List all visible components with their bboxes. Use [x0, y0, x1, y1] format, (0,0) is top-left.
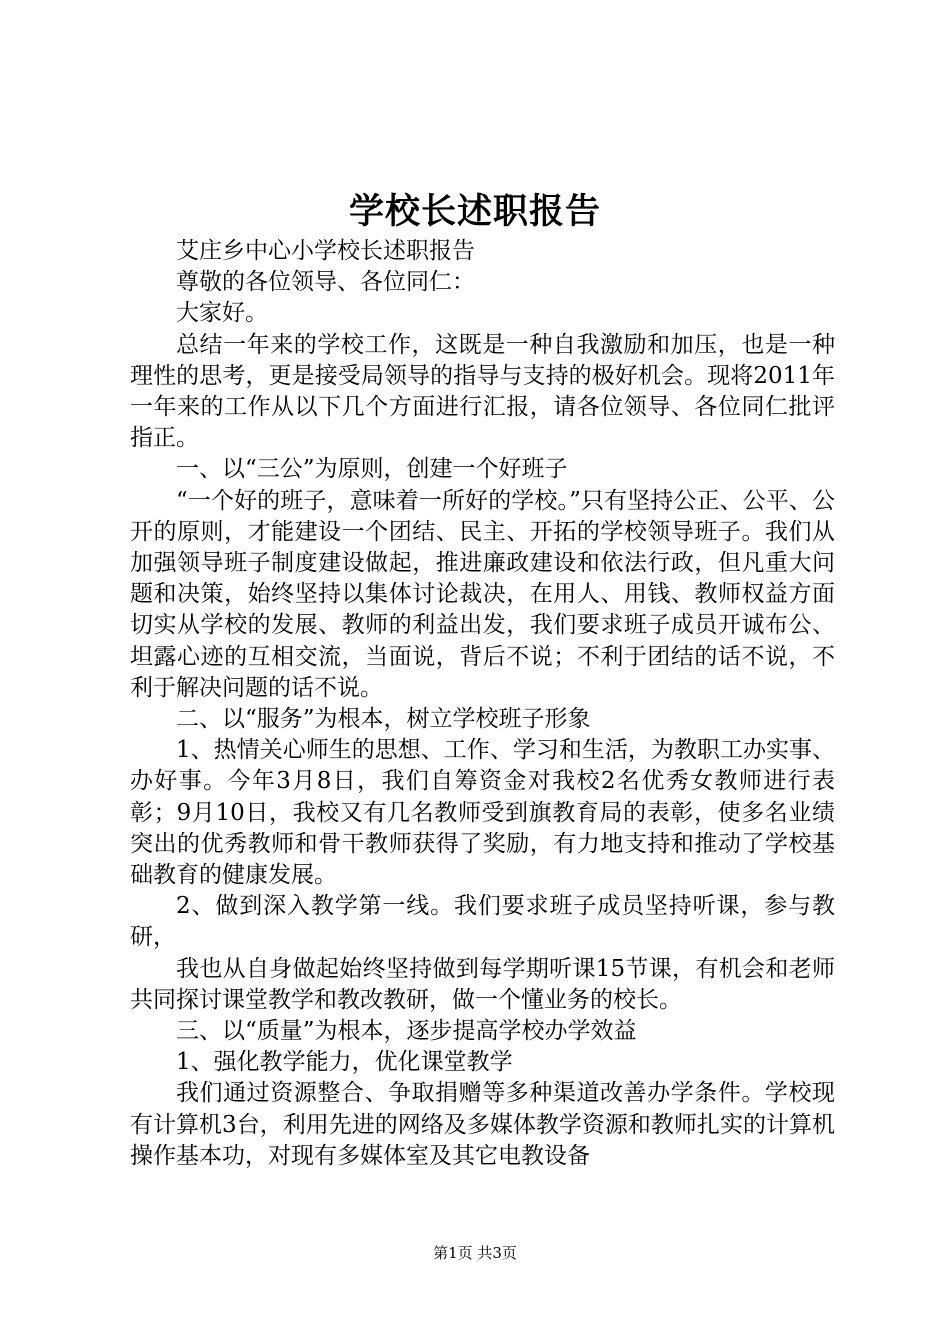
paragraph: 我们通过资源整合、争取捐赠等多种渠道改善办学条件。学校现有计算机3台，利用先进的网络及多媒体教学资源和教师扎实的计算机操作基本功，对现有多媒体室及其它电教设备: [130, 1080, 835, 1169]
paragraph: 2、做到深入教学第一线。我们要求班子成员坚持听课，参与教研，: [130, 893, 835, 951]
paragraph: 大家好。: [176, 300, 268, 327]
section-heading: 三、以“质量”为根本，逐步提高学校办学效益: [176, 1018, 637, 1045]
page-footer: 第1页 共3页: [433, 1244, 517, 1262]
paragraph: 艾庄乡中心小学校长述职报告: [176, 238, 475, 264]
document-body: [130, 236, 835, 1172]
sub-heading: 1、强化教学能力，优化课堂教学: [176, 1049, 513, 1076]
paragraph: “一个好的班子，意味着一所好的学校。”只有坚持公正、公平、公开的原则，才能建设一个团结、民主、开拓的学校领导班子。我们从加强领导班子制度建设做起，推进廉政建设和依法行政，但凡重大问题和决策，始终坚持以集体讨论裁决，在用人、用钱、教师权益方面切实从学校的发展、教师的利益出发，我们要求班子成员开诚布公、坦露心迹的互相交流，当面说，背后不说；不利于团结的话不说，不利于解决问题的话不说。: [130, 487, 835, 701]
paragraph: 1、热情关心师生的思想、工作、学习和生活，为教职工办实事、办好事。今年3月8日，我们自筹资金对我校2名优秀女教师进行表彰；9月10日，我校又有几名教师受到旗教育局的表彰，使多名业绩突出的优秀教师和骨干教师获得了奖励，有力地支持和推动了学校基础教育的健康发展。: [130, 737, 835, 889]
document-title: 学校长述职报告: [348, 191, 601, 232]
paragraph: 总结一年来的学校工作，这既是一种自我激励和加压，也是一种理性的思考，更是接受局领导的指导与支持的极好机会。现将2011年一年来的工作从以下几个方面进行汇报，请各位领导、各位同仁批评指正。: [130, 331, 835, 452]
paragraph: 尊敬的各位领导、各位同仁：: [176, 269, 475, 296]
section-heading: 一、以“三公”为原则，创建一个好班子: [176, 456, 568, 483]
section-heading: 二、以“服务”为根本，树立学校班子形象: [176, 706, 591, 733]
paragraph: 我也从自身做起始终坚持做到每学期听课15节课，有机会和老师共同探讨课堂教学和教改教研，做一个懂业务的校长。: [130, 955, 835, 1013]
